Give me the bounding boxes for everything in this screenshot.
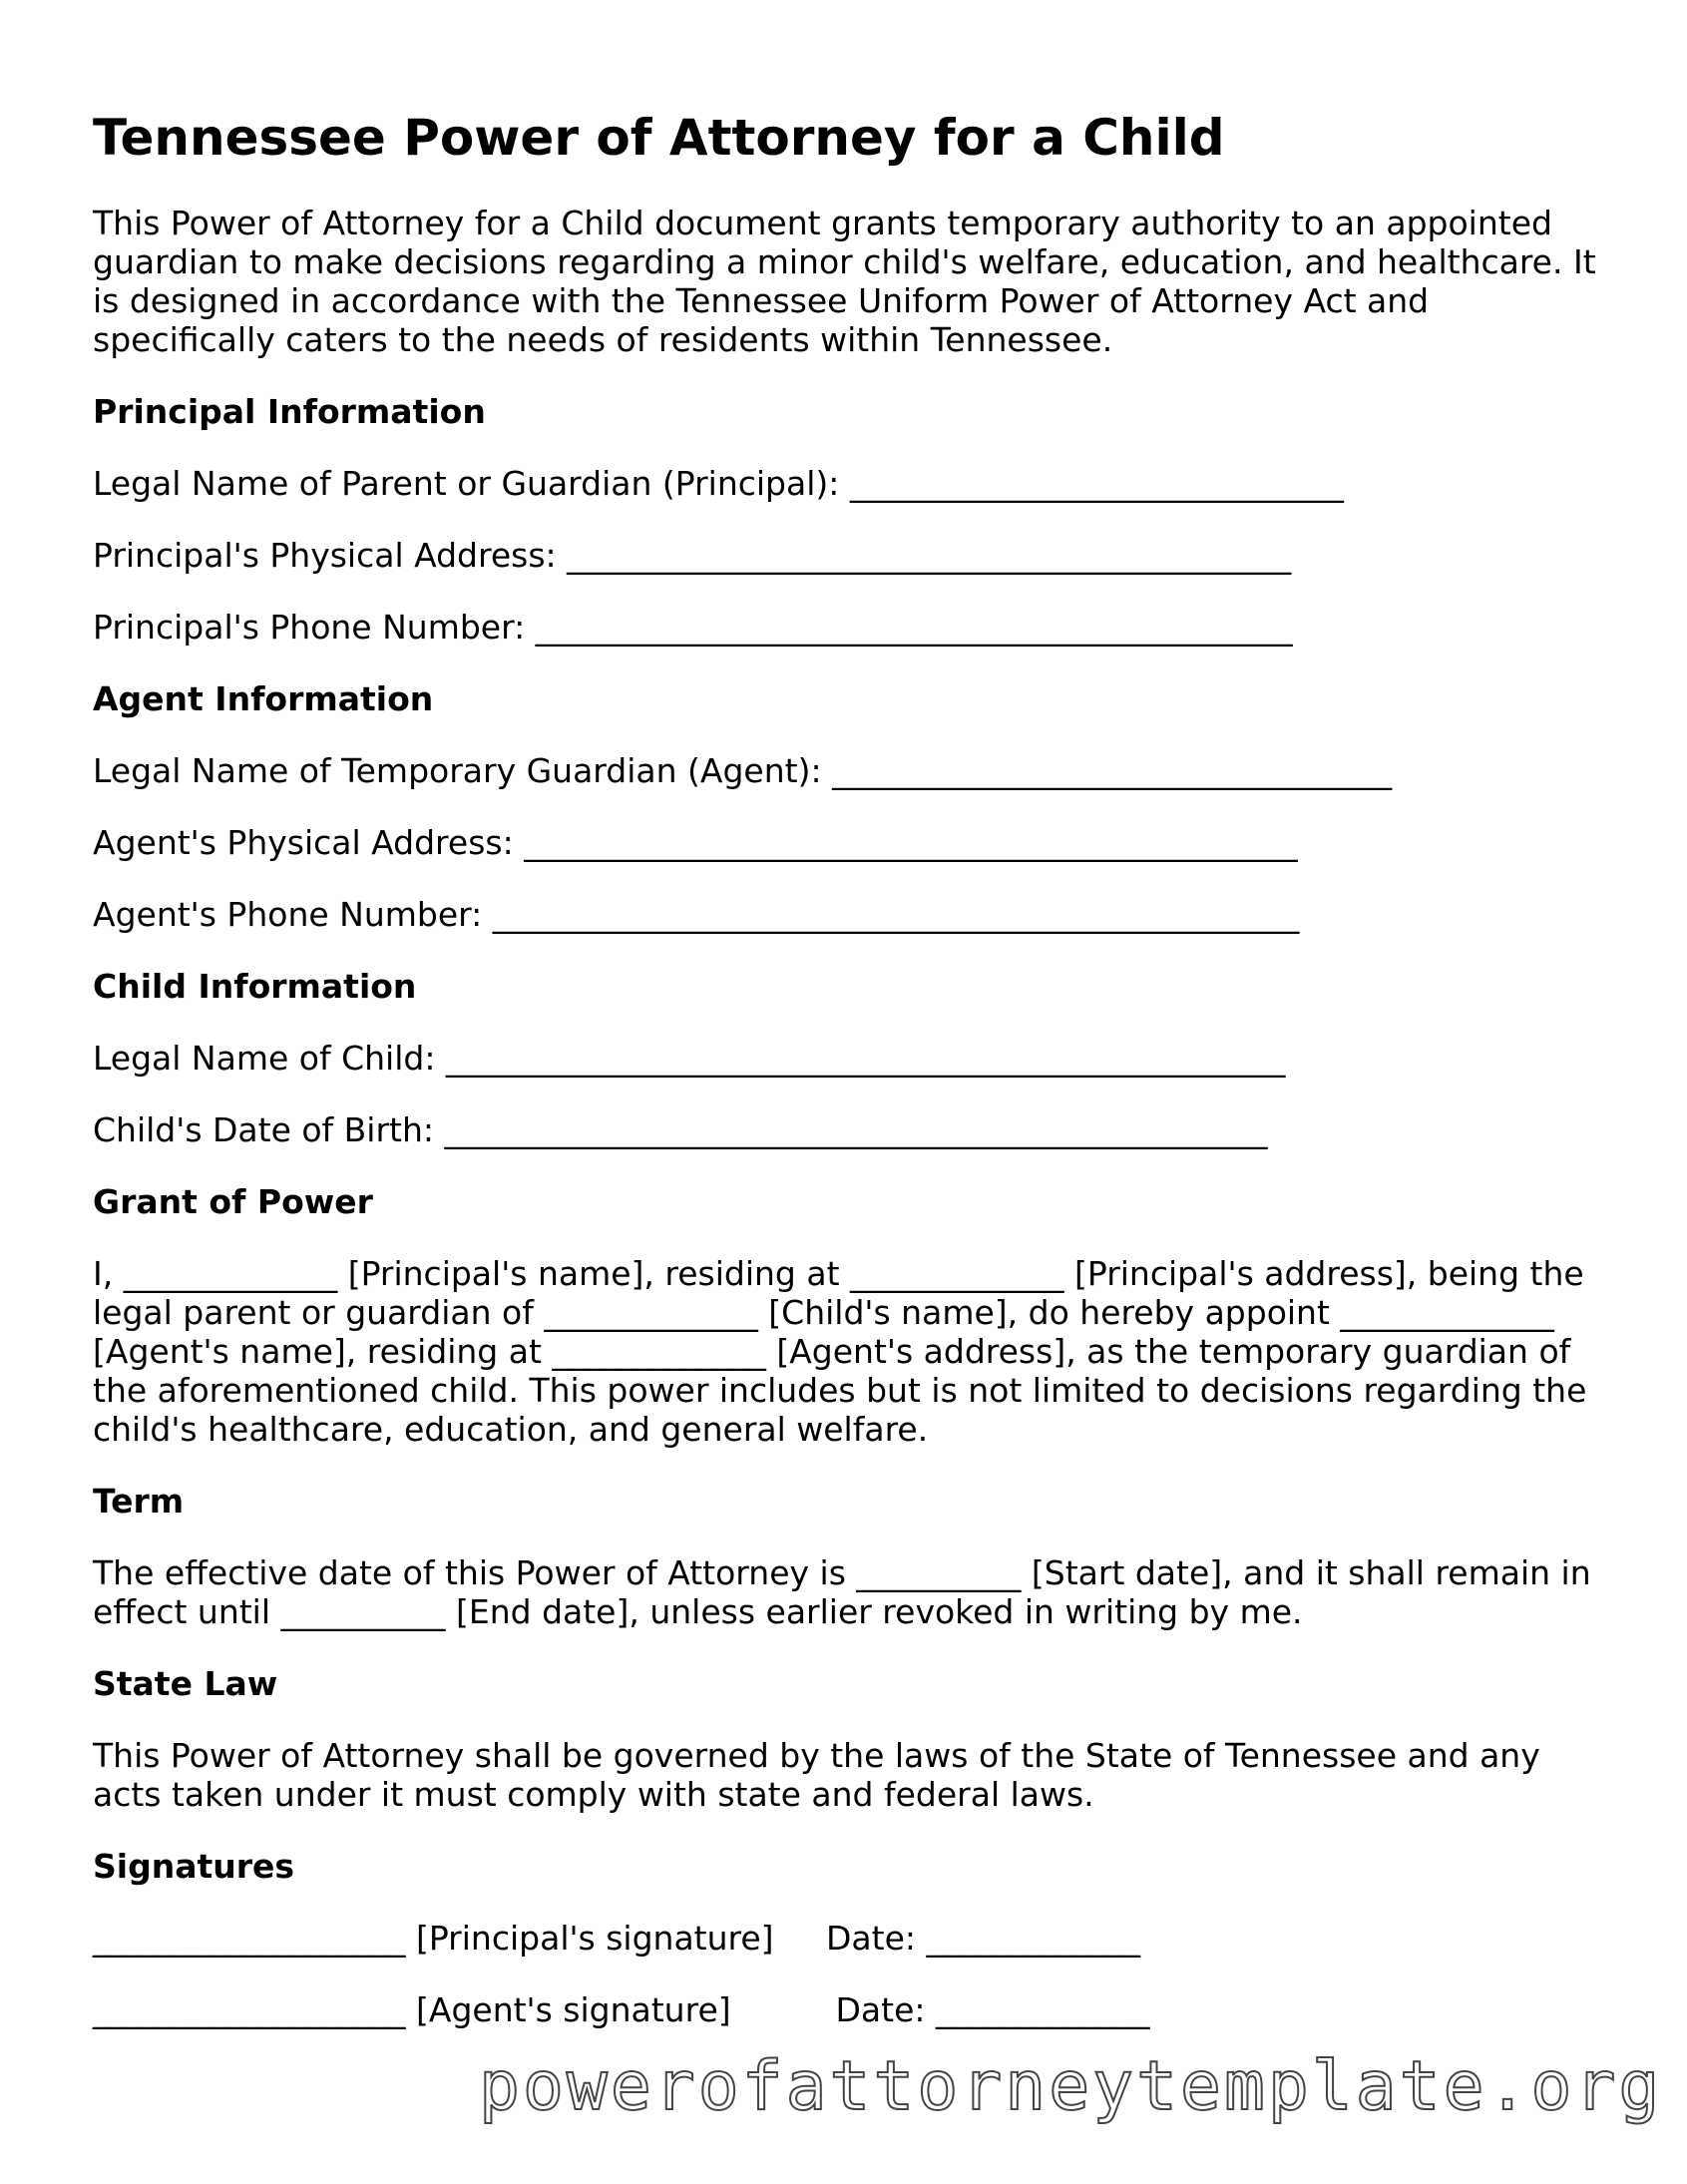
watermark: powerofattorneytemplate.org: [479, 2047, 1663, 2126]
agent-heading: Agent Information: [93, 679, 434, 718]
principal-heading: Principal Information: [93, 392, 486, 431]
intro-paragraph: This Power of Attorney for a Child document grants temporary authority to an appointed guardian to make decisions regarding a minor child's welfare, education, and healthcare. It is designed in accordance with the Tennessee Uniform Power of Attorney Act and specifically caters to the needs of residents within Tennessee.: [93, 204, 1596, 359]
principal-name-field: Legal Name of Parent or Guardian (Principal): ______________________________: [93, 464, 1344, 503]
state-law-heading: State Law: [93, 1664, 278, 1703]
agent-name-field: Legal Name of Temporary Guardian (Agent): __________________________________: [93, 751, 1393, 790]
principal-signature-line: ___________________ [Principal's signature] Date: _____________: [93, 1919, 1140, 1958]
child-dob-field: Child's Date of Birth: __________________________________________________: [93, 1110, 1268, 1149]
term-heading: Term: [93, 1482, 185, 1521]
agent-phone-field: Agent's Phone Number: _________________________________________________: [93, 895, 1300, 934]
grant-paragraph: I, _____________ [Principal's name], residing at _____________ [Principal's address], being the legal parent or guardian of _____________ [Child's name], do hereby appoint _____________ [Agent's name], residing at _____________ [Agent's address], as the temporary guardian of the aforementioned child. This power includes but is not limited to decisions regarding the child's healthcare, education, and general welfare.: [93, 1254, 1587, 1449]
term-paragraph: The effective date of this Power of Attorney is __________ [Start date], and it shall remain in effect until __________ [End date], unless earlier revoked in writing by me.: [93, 1553, 1591, 1631]
child-heading: Child Information: [93, 967, 417, 1006]
grant-heading: Grant of Power: [93, 1182, 373, 1221]
principal-address-field: Principal's Physical Address: ____________________________________________: [93, 536, 1292, 575]
document-title: Tennessee Power of Attorney for a Child: [93, 109, 1225, 167]
document-page: [93, 108, 1609, 2062]
signatures-heading: Signatures: [93, 1847, 295, 1886]
agent-signature-line: ___________________ [Agent's signature] Date: _____________: [93, 1990, 1150, 2029]
agent-address-field: Agent's Physical Address: _______________________________________________: [93, 823, 1298, 862]
principal-phone-field: Principal's Phone Number: ______________________________________________: [93, 608, 1293, 647]
child-name-field: Legal Name of Child: ___________________________________________________: [93, 1039, 1286, 1078]
state-law-paragraph: This Power of Attorney shall be governed by the laws of the State of Tennessee and any acts taken under it must comply with state and federal laws.: [93, 1736, 1540, 1814]
